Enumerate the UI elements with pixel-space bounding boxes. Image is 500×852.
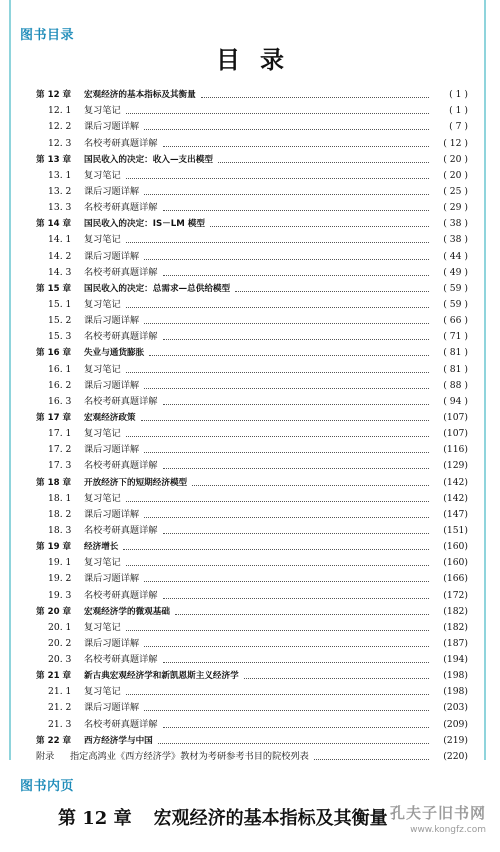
toc-entry-number: 19. 3 [48,589,72,601]
toc-section-row [36,295,468,311]
toc-entry-number: 21. 1 [48,686,72,698]
toc-leader-dots [144,194,429,195]
toc-appendix-row [36,747,468,763]
toc-leader-dots [144,646,429,647]
toc-leader-dots [126,436,429,437]
toc-entry-title: 名校考研真题详解 [84,718,158,730]
toc-leader-dots [163,598,430,599]
toc-leader-dots [163,533,430,534]
toc-entry-title: 名校考研真题详解 [84,331,158,343]
toc-leader-dots [126,113,429,114]
toc-entry-title: 指定高鸿业《西方经济学》教材为考研参考书目的院校列表 [70,750,309,762]
toc-entry-number: 第 22 章 [36,735,72,746]
toc-section-row [36,714,468,730]
toc-leader-dots [126,501,429,502]
toc-leader-dots [163,404,430,405]
toc-section-row [36,198,468,214]
toc-leader-dots [144,388,429,389]
toc-entry-page: (194) [443,654,468,666]
toc-entry-number: 17. 1 [48,428,72,440]
toc-entry-number: 18. 3 [48,524,72,536]
toc-entry-title: 课后习题详解 [84,444,140,456]
toc-entry-number: 第 13 章 [36,154,72,165]
toc-entry-page: (172) [443,589,468,601]
toc-entry-number: 13. 3 [48,202,72,214]
toc-leader-dots [163,210,430,211]
toc-entry-page: ( 66 ) [443,315,468,327]
toc-chapter-row [36,85,468,101]
toc-section-row [36,327,468,343]
toc-chapter-row [36,537,468,553]
toc-entry-number: 第 16 章 [36,348,72,359]
toc-entry-page: ( 12 ) [443,137,468,149]
toc-leader-dots [163,662,430,663]
toc-entry-page: (198) [443,670,468,682]
toc-leader-dots [210,226,429,227]
toc-entry-title: 复习笔记 [84,428,121,440]
toc-chapter-row [36,279,468,295]
toc-entry-page: (220) [443,750,468,762]
toc-entry-title: 西方经济学与中国 [84,735,153,746]
toc-entry-title: 复习笔记 [84,298,121,310]
toc-leader-dots [126,630,429,631]
toc-entry-page: (182) [443,621,468,633]
toc-entry-title: 复习笔记 [84,686,121,698]
toc-entry-title: 宏观经济学的微观基础 [84,606,170,617]
toc-leader-dots [158,743,429,744]
chapter-heading-number: 第 12 章 [58,808,132,829]
toc-entry-page: ( 25 ) [443,185,468,197]
toc-entry-title: 国民收入的决定：收入—支出模型 [84,154,213,165]
toc-entry-title: 名校考研真题详解 [84,589,158,601]
toc-entry-number: 20. 2 [48,637,72,649]
toc-entry-number: 21. 3 [48,718,72,730]
toc-leader-dots [144,517,429,518]
toc-entry-number: 14. 1 [48,234,72,246]
toc-leader-dots [163,275,430,276]
toc-entry-title: 失业与通货膨胀 [84,348,145,359]
toc-leader-dots [144,710,429,711]
toc-section-row [36,650,468,666]
toc-entry-title: 复习笔记 [84,363,121,375]
toc-entry-number: 12. 3 [48,137,72,149]
toc-entry-number: 第 14 章 [36,219,72,230]
toc-entry-title: 名校考研真题详解 [84,202,158,214]
toc-entry-page: ( 38 ) [443,234,468,246]
toc-chapter-row [36,214,468,230]
toc-entry-page: (151) [443,524,468,536]
toc-leader-dots [218,162,429,163]
toc-entry-number: 18. 2 [48,508,72,520]
toc-entry-page: ( 1 ) [449,105,468,117]
toc-entry-number: 19. 1 [48,557,72,569]
toc-entry-number: 18. 1 [48,492,72,504]
toc-entry-page: ( 38 ) [443,218,468,230]
toc-leader-dots [175,614,429,615]
watermark-url: www.kongfz.com [410,825,486,835]
toc-entry-number: 17. 3 [48,460,72,472]
toc-entry-title: 新古典宏观经济学和新凯恩斯主义经济学 [84,671,239,682]
toc-entry-number: 14. 2 [48,250,72,262]
toc-entry-title: 复习笔记 [84,492,121,504]
toc-entry-page: ( 44 ) [443,250,468,262]
toc-entry-title: 复习笔记 [84,621,121,633]
toc-entry-page: ( 94 ) [443,395,468,407]
toc-chapter-row [36,472,468,488]
toc-entry-title: 名校考研真题详解 [84,654,158,666]
toc-entry-page: (116) [443,444,468,456]
section-label-inner-page: 图书内页 [20,779,75,794]
toc-entry-page: (129) [443,460,468,472]
toc-entry-number: 附录 [36,750,55,762]
chapter-heading [58,804,388,830]
toc-entry-number: 14. 3 [48,266,72,278]
section-label-toc: 图书目录 [20,28,75,43]
toc-entry-title: 课后习题详解 [84,121,140,133]
toc-entry-title: 宏观经济政策 [84,412,136,423]
toc-section-row [36,489,468,505]
toc-entry-page: (107) [443,411,468,423]
toc-entry-number: 20. 3 [48,654,72,666]
toc-leader-dots [141,420,429,421]
toc-leader-dots [144,259,429,260]
toc-entry-title: 国民收入的决定：总需求—总供给模型 [84,283,231,294]
toc-entry-page: (160) [443,557,468,569]
toc-entry-number: 15. 1 [48,298,72,310]
toc-entry-page: ( 49 ) [443,266,468,278]
toc-section-row [36,182,468,198]
toc-entry-page: ( 1 ) [449,89,468,101]
toc-section-row [36,698,468,714]
toc-leader-dots [144,452,429,453]
toc-entry-title: 课后习题详解 [84,185,140,197]
toc-section-row [36,456,468,472]
toc-section-row [36,424,468,440]
toc-entry-number: 12. 2 [48,121,72,133]
toc-leader-dots [126,307,429,308]
toc-entry-title: 名校考研真题详解 [84,524,158,536]
toc-section-row [36,521,468,537]
toc-leader-dots [163,339,430,340]
toc-entry-page: (147) [443,508,468,520]
toc-section-row [36,117,468,133]
toc-entry-number: 13. 2 [48,185,72,197]
page-frame-right [484,0,486,760]
toc-section-row [36,246,468,262]
toc-entry-page: (219) [443,734,468,746]
toc-leader-dots [144,129,429,130]
toc-entry-number: 第 19 章 [36,542,72,553]
toc-entry-page: (142) [443,476,468,488]
toc-leader-dots [144,581,429,582]
toc-entry-title: 经济增长 [84,542,119,553]
toc-entry-page: (107) [443,428,468,440]
toc-section-row [36,101,468,117]
toc-entry-page: ( 59 ) [443,298,468,310]
toc-entry-number: 第 21 章 [36,671,72,682]
toc-section-row [36,230,468,246]
toc-entry-title: 名校考研真题详解 [84,460,158,472]
toc-entry-page: (142) [443,492,468,504]
toc-entry-number: 16. 3 [48,395,72,407]
toc-entry-number: 第 18 章 [36,477,72,488]
toc-entry-page: ( 7 ) [449,121,468,133]
toc-entry-number: 19. 2 [48,573,72,585]
toc-title: 目录 [216,45,304,74]
toc-entry-number: 20. 1 [48,621,72,633]
toc-section-row [36,166,468,182]
toc-section-row [36,376,468,392]
toc-entry-number: 16. 2 [48,379,72,391]
toc-leader-dots [235,291,429,292]
toc-entry-title: 课后习题详解 [84,702,140,714]
toc-entry-title: 复习笔记 [84,169,121,181]
toc-section-row [36,392,468,408]
toc-entry-title: 复习笔记 [84,105,121,117]
toc-entry-page: ( 59 ) [443,282,468,294]
toc-entry-page: (160) [443,541,468,553]
toc-entry-page: ( 88 ) [443,379,468,391]
toc-chapter-row [36,602,468,618]
toc-entry-title: 课后习题详解 [84,637,140,649]
toc-entry-title: 课后习题详解 [84,379,140,391]
toc-entry-page: (182) [443,605,468,617]
toc-chapter-row [36,731,468,747]
toc-leader-dots [163,468,430,469]
toc-leader-dots [201,97,429,98]
toc-leader-dots [126,242,429,243]
toc-section-row [36,133,468,149]
toc-leader-dots [126,372,429,373]
toc-entry-number: 15. 2 [48,315,72,327]
toc-entry-title: 宏观经济的基本指标及其衡量 [84,90,196,101]
toc-entry-title: 复习笔记 [84,234,121,246]
toc-entry-number: 21. 2 [48,702,72,714]
toc-entry-page: ( 20 ) [443,169,468,181]
toc-section-row [36,682,468,698]
toc-leader-dots [126,694,429,695]
watermark-text: 孔夫子旧书网 [389,804,486,822]
toc-entry-number: 16. 1 [48,363,72,375]
toc-section-row [36,634,468,650]
toc-entry-title: 名校考研真题详解 [84,395,158,407]
toc-entry-page: (187) [443,637,468,649]
toc-leader-dots [244,678,429,679]
toc-entry-number: 第 15 章 [36,283,72,294]
toc-leader-dots [126,565,429,566]
toc-leader-dots [149,355,429,356]
toc-section-row [36,505,468,521]
toc-leader-dots [144,323,429,324]
toc-entry-title: 名校考研真题详解 [84,266,158,278]
toc-entry-title: 课后习题详解 [84,250,140,262]
toc-entry-title: 课后习题详解 [84,508,140,520]
toc-section-row [36,311,468,327]
toc-entry-number: 13. 1 [48,169,72,181]
toc-entry-title: 课后习题详解 [84,573,140,585]
toc-leader-dots [192,485,429,486]
toc-entry-page: (166) [443,573,468,585]
toc-entry-number: 第 17 章 [36,412,72,423]
toc-entry-title: 名校考研真题详解 [84,137,158,149]
toc-section-row [36,618,468,634]
toc-section-row [36,585,468,601]
toc-leader-dots [314,759,429,760]
toc-leader-dots [163,146,430,147]
toc-section-row [36,440,468,456]
toc-entry-number: 12. 1 [48,105,72,117]
toc-entry-page: ( 81 ) [443,363,468,375]
toc-leader-dots [126,178,429,179]
toc-entry-title: 复习笔记 [84,557,121,569]
toc-chapter-row [36,666,468,682]
chapter-heading-title: 宏观经济的基本指标及其衡量 [153,808,388,829]
toc-section-row [36,569,468,585]
toc-entry-page: ( 20 ) [443,153,468,165]
toc-entry-number: 17. 2 [48,444,72,456]
toc-chapter-row [36,343,468,359]
toc-chapter-row [36,408,468,424]
watermark [390,802,486,835]
toc-entry-page: ( 81 ) [443,347,468,359]
toc-list [36,85,468,763]
toc-entry-title: 开放经济下的短期经济模型 [84,477,188,488]
toc-section-row [36,553,468,569]
toc-entry-page: (203) [443,702,468,714]
toc-entry-number: 第 12 章 [36,90,72,101]
toc-entry-page: (198) [443,686,468,698]
toc-entry-title: 国民收入的决定：IS－LM 模型 [84,219,205,230]
toc-entry-page: ( 29 ) [443,202,468,214]
toc-entry-number: 第 20 章 [36,606,72,617]
page-frame-left [9,0,11,760]
toc-section-row [36,359,468,375]
toc-entry-page: (209) [443,718,468,730]
toc-leader-dots [163,727,430,728]
toc-entry-number: 15. 3 [48,331,72,343]
toc-entry-page: ( 71 ) [443,331,468,343]
toc-section-row [36,263,468,279]
toc-entry-title: 课后习题详解 [84,315,140,327]
toc-leader-dots [123,549,429,550]
toc-chapter-row [36,150,468,166]
